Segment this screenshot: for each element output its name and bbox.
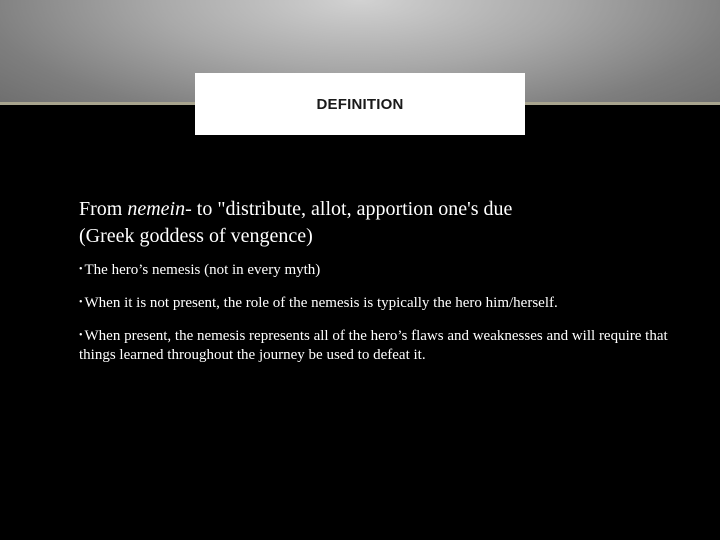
bullet-text: When it is not present, the role of the nemesis is typically the hero him/herself. <box>84 295 558 311</box>
bullet-item <box>79 293 669 313</box>
bullet-marker: • <box>79 330 83 341</box>
lead-emphasis: nemein <box>127 198 186 220</box>
slide-body <box>79 196 669 378</box>
bullet-text: When present, the nemesis represents all of the hero’s flaws and weaknesses and will require that things learned throughout the journey be used to defeat it. <box>79 328 668 363</box>
slide-title: DEFINITION <box>316 95 404 113</box>
bullet-item <box>79 260 669 280</box>
lead-definition: - to "distribute, allot, apportion one's due <box>185 198 513 220</box>
bullet-item <box>79 326 669 365</box>
lead-paragraph <box>79 196 669 250</box>
bullet-text: The hero’s nemesis (not in every myth) <box>84 262 321 278</box>
title-box <box>195 73 525 135</box>
lead-prefix: From <box>79 198 128 220</box>
lead-note: (Greek goddess of vengence) <box>79 225 313 247</box>
bullet-marker: • <box>79 297 83 308</box>
bullet-marker: • <box>79 264 83 275</box>
